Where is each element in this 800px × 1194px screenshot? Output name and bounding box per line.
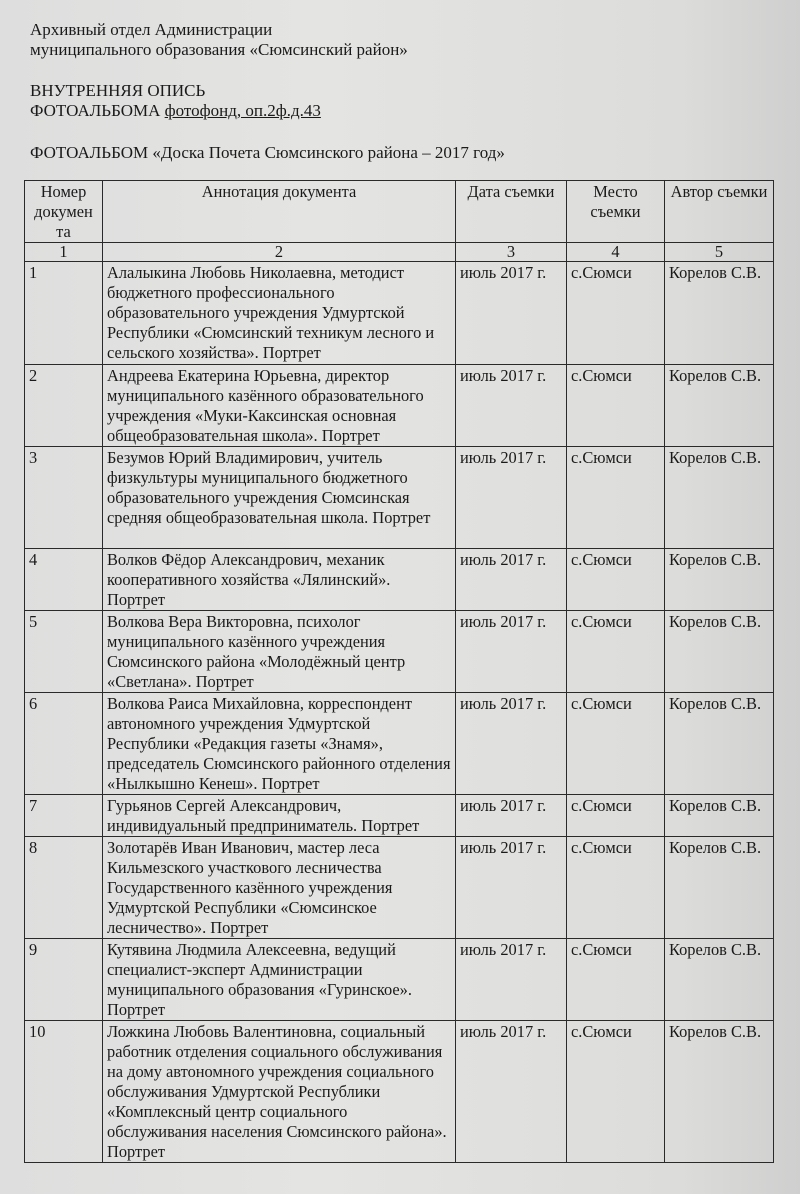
annotation-cell: Кутявина Людмила Алексеевна, ведущий специалист-эксперт Администрации муниципального образования «Гуринское». Портрет	[103, 939, 456, 1021]
place-cell: с.Сюмси	[567, 447, 665, 549]
table-row	[25, 611, 774, 693]
date-cell: июль 2017 г.	[456, 837, 567, 939]
date-cell: июль 2017 г.	[456, 611, 567, 693]
date-cell: июль 2017 г.	[456, 365, 567, 447]
place-cell: с.Сюмси	[567, 611, 665, 693]
author-cell: Корелов С.В.	[665, 549, 774, 611]
annotation-cell: Андреева Екатерина Юрьевна, директор муниципального казённого образовательного учреждения «Муки-Каксинская основная общеобразовательная школа». Портрет	[103, 365, 456, 447]
table-row	[25, 795, 774, 837]
date-cell: июль 2017 г.	[456, 262, 567, 365]
author-cell: Корелов С.В.	[665, 1021, 774, 1163]
annotation-cell: Алалыкина Любовь Николаевна, методист бюджетного профессионального образовательного учреждения Удмуртской Республики «Сюмсинский техникум лесного и сельского хозяйства». Портрет	[103, 262, 456, 365]
date-cell: июль 2017 г.	[456, 549, 567, 611]
album-title: ФОТОАЛЬБОМ «Доска Почета Сюмсинского района – 2017 год»	[30, 143, 505, 162]
doc-number-cell: 6	[25, 693, 103, 795]
table-row	[25, 549, 774, 611]
place-cell: с.Сюмси	[567, 1021, 665, 1163]
date-cell: июль 2017 г.	[456, 795, 567, 837]
organization-name-line2: муниципального образования «Сюмсинский район»	[30, 40, 408, 59]
table-row	[25, 693, 774, 795]
table-row	[25, 939, 774, 1021]
doc-number-cell: 4	[25, 549, 103, 611]
table-row	[25, 1021, 774, 1163]
document-subtitle-prefix: ФОТОАЛЬБОМА	[30, 101, 165, 120]
annotation-cell: Волкова Вера Викторовна, психолог муниципального казённого учреждения Сюмсинского района «Молодёжный центр «Светлана». Портрет	[103, 611, 456, 693]
inventory-table	[24, 180, 774, 1163]
annotation-cell: Золотарёв Иван Иванович, мастер леса Кильмезского участкового лесничества Государственного казённого учреждения Удмуртской Республики «Сюмсинское лесничество». Портрет	[103, 837, 456, 939]
place-cell: с.Сюмси	[567, 693, 665, 795]
annotation-cell: Ложкина Любовь Валентиновна, социальный работник отделения социального обслуживания на дому автономного учреждения социального обслуживания Удмуртской Республики «Комплексный центр социального обслуживания населения Сюмсинского района». Портрет	[103, 1021, 456, 1163]
fond-reference: фотофонд, оп.2ф.д.43	[164, 101, 321, 120]
doc-number-cell: 10	[25, 1021, 103, 1163]
author-cell: Корелов С.В.	[665, 693, 774, 795]
author-cell: Корелов С.В.	[665, 262, 774, 365]
date-cell: июль 2017 г.	[456, 1021, 567, 1163]
column-header-date: Дата съемки	[456, 181, 567, 243]
doc-number-cell: 5	[25, 611, 103, 693]
table-row	[25, 262, 774, 365]
place-cell: с.Сюмси	[567, 939, 665, 1021]
doc-number-cell: 3	[25, 447, 103, 549]
date-cell: июль 2017 г.	[456, 939, 567, 1021]
place-cell: с.Сюмси	[567, 795, 665, 837]
place-cell: с.Сюмси	[567, 365, 665, 447]
place-cell: с.Сюмси	[567, 262, 665, 365]
column-number: 2	[103, 243, 456, 262]
annotation-cell: Волкова Раиса Михайловна, корреспондент автономного учреждения Удмуртской Республики «Редакция газеты «Знамя», председатель Сюмсинского районного отделения «Нылкышно Кенеш». Портрет	[103, 693, 456, 795]
column-header-annotation: Аннотация документа	[103, 181, 456, 243]
column-number: 3	[456, 243, 567, 262]
date-cell: июль 2017 г.	[456, 693, 567, 795]
column-header-number: Номер докумен та	[25, 181, 103, 243]
doc-number-cell: 2	[25, 365, 103, 447]
doc-number-cell: 1	[25, 262, 103, 365]
doc-number-cell: 7	[25, 795, 103, 837]
doc-number-cell: 8	[25, 837, 103, 939]
table-row	[25, 365, 774, 447]
author-cell: Корелов С.В.	[665, 365, 774, 447]
author-cell: Корелов С.В.	[665, 795, 774, 837]
document-subtitle	[30, 101, 321, 121]
annotation-cell: Безумов Юрий Владимирович, учитель физкультуры муниципального бюджетного образовательного учреждения Сюмсинская средняя общеобразовательная школа. Портрет	[103, 447, 456, 549]
column-header-author: Автор съемки	[665, 181, 774, 243]
author-cell: Корелов С.В.	[665, 611, 774, 693]
place-cell: с.Сюмси	[567, 549, 665, 611]
column-number: 1	[25, 243, 103, 262]
author-cell: Корелов С.В.	[665, 447, 774, 549]
annotation-cell: Гурьянов Сергей Александрович, индивидуальный предприниматель. Портрет	[103, 795, 456, 837]
author-cell: Корелов С.В.	[665, 837, 774, 939]
table-header-row	[25, 181, 774, 243]
annotation-cell: Волков Фёдор Александрович, механик кооперативного хозяйства «Лялинский». Портрет	[103, 549, 456, 611]
column-number-row	[25, 243, 774, 262]
table-row	[25, 837, 774, 939]
table-row	[25, 447, 774, 549]
author-cell: Корелов С.В.	[665, 939, 774, 1021]
column-number: 5	[665, 243, 774, 262]
document-title: ВНУТРЕННЯЯ ОПИСЬ	[30, 81, 206, 100]
date-cell: июль 2017 г.	[456, 447, 567, 549]
doc-number-cell: 9	[25, 939, 103, 1021]
column-header-place: Место съемки	[567, 181, 665, 243]
column-number: 4	[567, 243, 665, 262]
place-cell: с.Сюмси	[567, 837, 665, 939]
organization-name-line1: Архивный отдел Администрации	[30, 20, 273, 39]
